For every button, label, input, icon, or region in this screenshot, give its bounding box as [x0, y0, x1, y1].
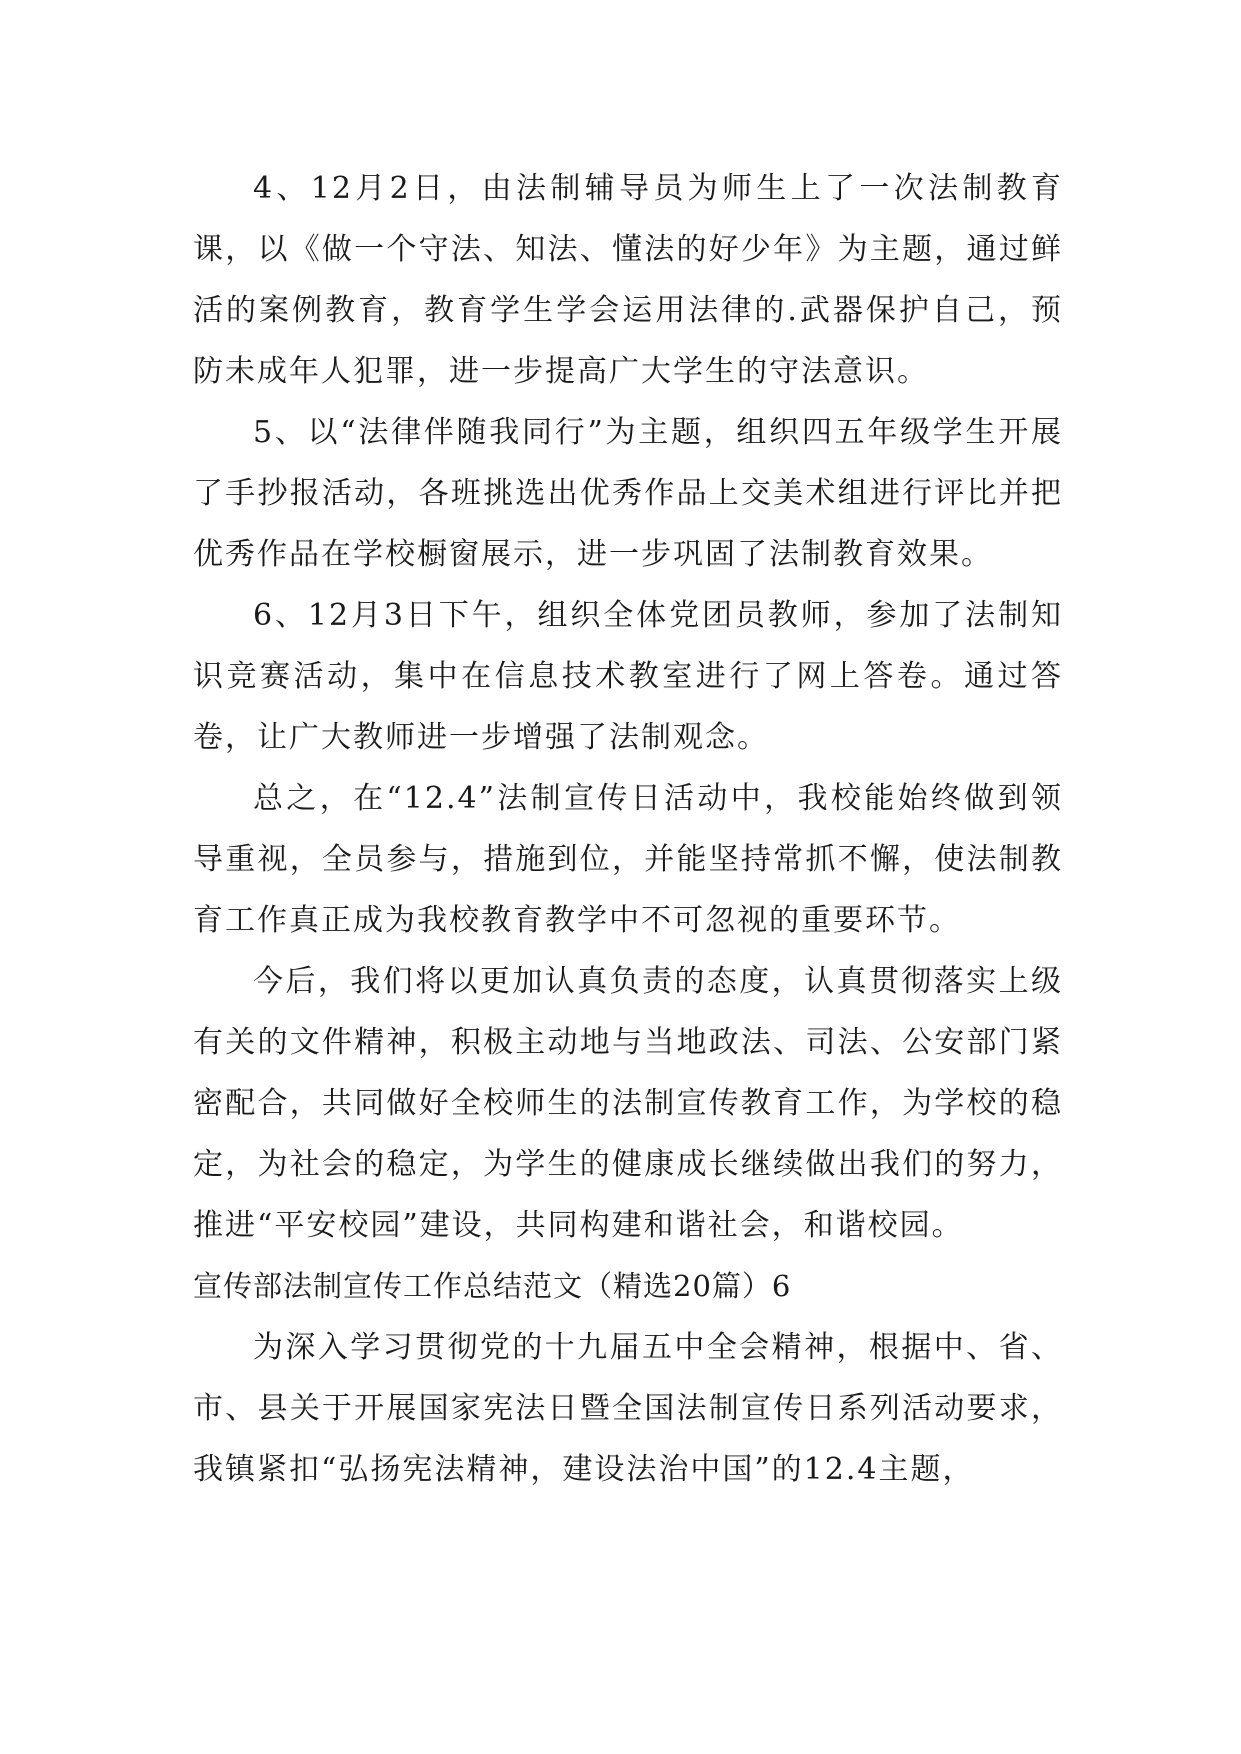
paragraph-item-4: 4、12月2日，由法制辅导员为师生上了一次法制教育课，以《做一个守法、知法、懂法的好少年》为主题，通过鲜活的案例教育，教育学生学会运用法律的.武器保护自己，预防未成年人犯罪，进一步提高广大学生的守法意识。: [193, 171, 1063, 389]
paragraph-summary: 总之，在“12.4”法制宣传日活动中，我校能始终做到领导重视，全员参与，措施到位，并能坚持常抓不懈，使法制教育工作真正成为我校教育教学中不可忽视的重要环节。: [193, 781, 1063, 938]
paragraph-future-plan: 今后，我们将以更加认真负责的态度，认真贯彻落实上级有关的文件精神，积极主动地与当地政法、司法、公安部门紧密配合，共同做好全校师生的法制宣传教育工作，为学校的稳定，为社会的稳定，为学生的健康成长继续做出我们的努力，推进“平安校园”建设，共同构建和谐社会，和谐校园。: [193, 964, 1063, 1243]
paragraph-intro: 为深入学习贯彻党的十九届五中全会精神，根据中、省、市、县关于开展国家宪法日暨全国法制宣传日系列活动要求，我镇紧扣“弘扬宪法精神，建设法治中国”的12.4主题，: [193, 1330, 1063, 1487]
document-body: [193, 158, 1063, 1500]
section-heading: 宣传部法制宣传工作总结范文（精选20篇）6: [193, 1269, 792, 1303]
paragraph-item-6: 6、12月3日下午，组织全体党团员教师，参加了法制知识竞赛活动，集中在信息技术教室进行了网上答卷。通过答卷，让广大教师进一步增强了法制观念。: [193, 598, 1063, 755]
paragraph-item-5: 5、以“法律伴随我同行”为主题，组织四五年级学生开展了手抄报活动，各班挑选出优秀作品上交美术组进行评比并把优秀作品在学校橱窗展示，进一步巩固了法制教育效果。: [193, 415, 1063, 572]
